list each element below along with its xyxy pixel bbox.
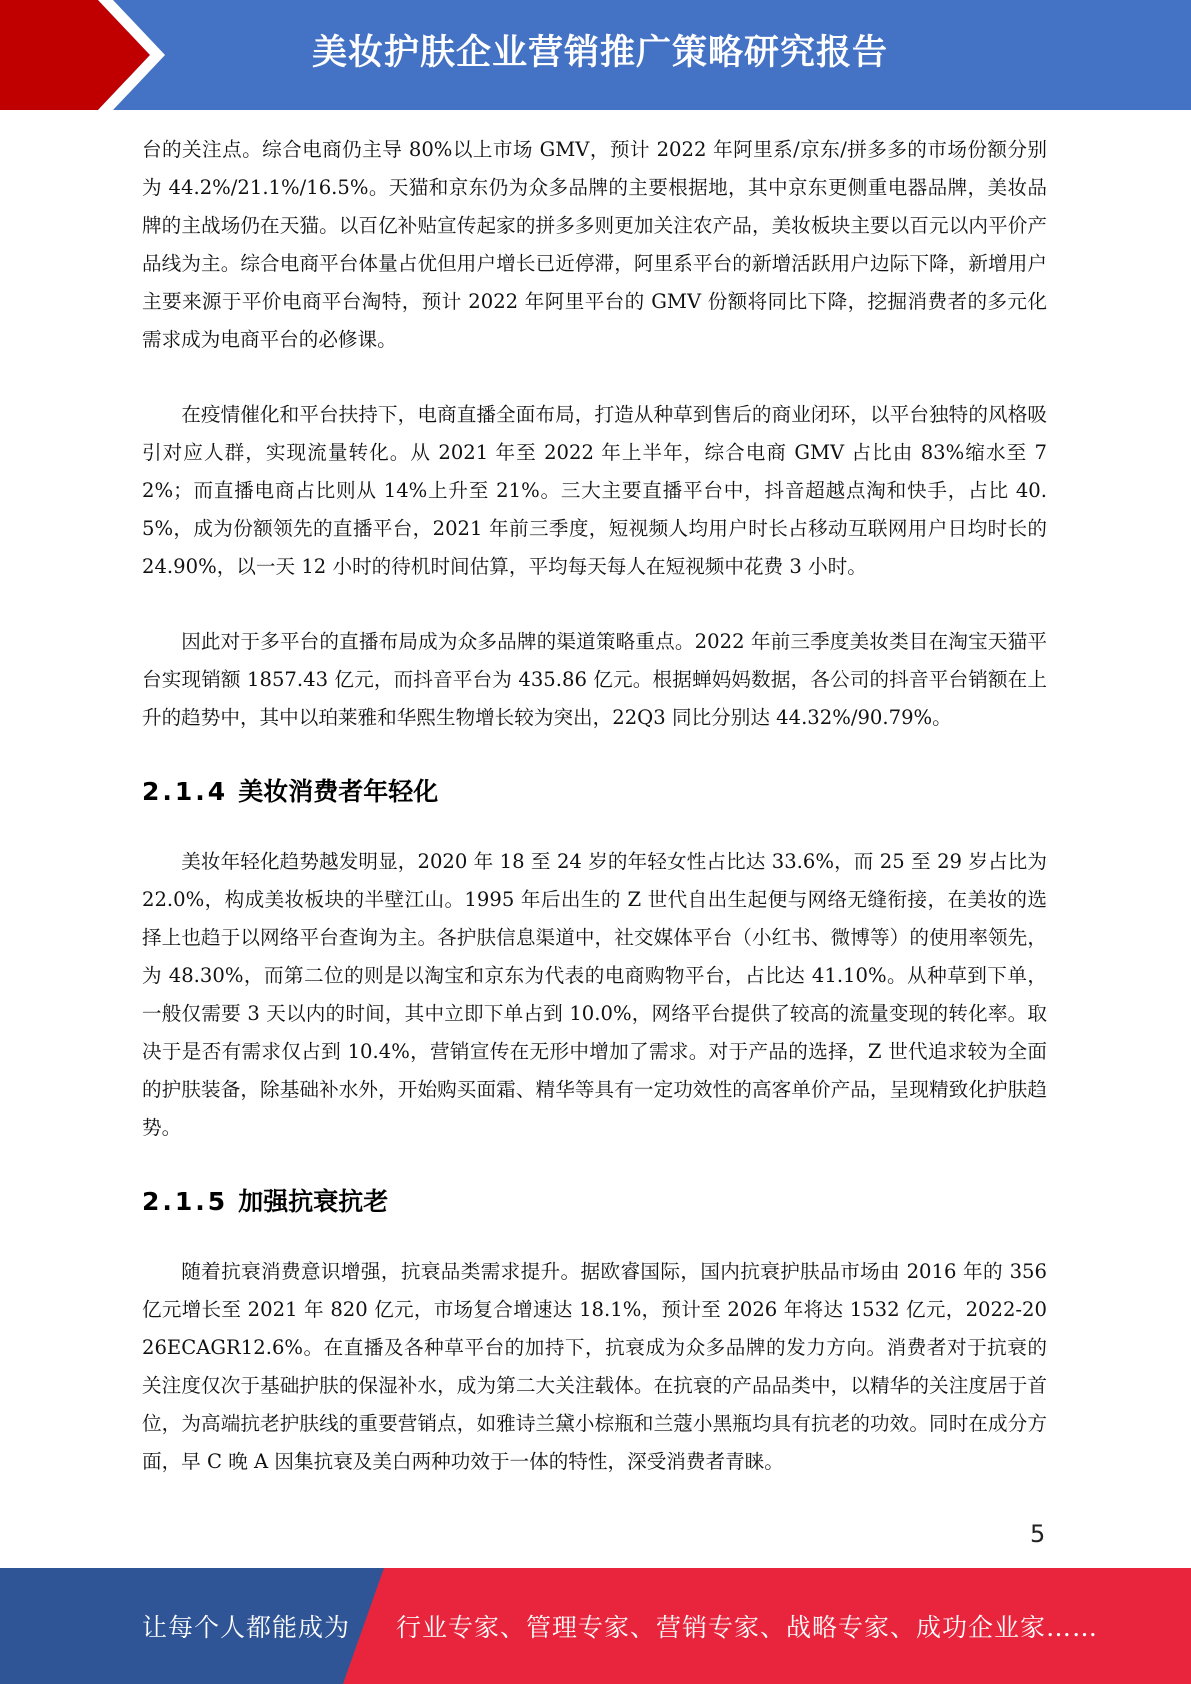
section-title: 加强抗衰抗老 [238, 1187, 389, 1216]
section-heading-2-1-5 [142, 1184, 1047, 1220]
footer-slogan-right: 行业专家、管理专家、营销专家、战略专家、成功企业家…… [396, 1613, 1099, 1642]
paragraph-multi-platform: 因此对于多平台的直播布局成为众多品牌的渠道策略重点。2022 年前三季度美妆类目在淘宝天猫平台实现销额 1857.43 亿元，而抖音平台为 435.86 亿元。根据蝉妈妈数据，各公司的抖音平台销额在上升的趋势中，其中以珀莱雅和华熙生物增长较为突出，22Q3 同比分别达 44.32%/90.79%。 [142, 630, 1047, 729]
page-content [142, 131, 1047, 1518]
paragraph-young-consumers: 美妆年轻化趋势越发明显，2020 年 18 至 24 岁的年轻女性占比达 33.6%，而 25 至 29 岁占比为 22.0%，构成美妆板块的半壁江山。1995 年后出生的 Z 世代自出生起便与网络无缝衔接，在美妆的选择上也趋于以网络平台查询为主。各护肤信息渠道中，社交媒体平台（小红书、微博等）的使用率领先，为 48.30%，而第二位的则是以淘宝和京东为代表的电商购物平台，占比达 41.10%。从种草到下单，一般仅需要 3 天以内的时间，其中立即下单占到 10.0%，网络平台提供了较高的流量变现的转化率。取决于是否有需求仅占到 10.4%，营销宣传在无形中增加了需求。对于产品的选择，Z 世代追求较为全面的护肤装备，除基础补水外，开始购买面霜、精华等具有一定功效性的高客单价产品，呈现精致化护肤趋势。 [142, 850, 1047, 1139]
footer-slogan-left: 让每个人都能成为 [142, 1613, 351, 1642]
section-heading-2-1-4 [142, 774, 1047, 810]
page-number: 5 [1030, 1520, 1046, 1548]
section-number: 2.1.5 [142, 1187, 229, 1216]
paragraph-anti-aging: 随着抗衰消费意识增强，抗衰品类需求提升。据欧睿国际，国内抗衰护肤品市场由 2016 年的 356 亿元增长至 2021 年 820 亿元，市场复合增速达 18.1%，预计至 2026 年将达 1532 亿元，2022-2026ECAGR12.6%。在直播及各种草平台的加持下，抗衰成为众多品牌的发力方向。消费者对于抗衰的关注度仅次于基础护肤的保湿补水，成为第二大关注载体。在抗衰的产品品类中，以精华的关注度居于首位，为高端抗老护肤线的重要营销点，如雅诗兰黛小棕瓶和兰蔻小黑瓶均具有抗老的功效。同时在成分方面，早 C 晚 A 因集抗衰及美白两种功效于一体的特性，深受消费者青睐。 [142, 1260, 1047, 1473]
section-number: 2.1.4 [142, 777, 229, 806]
paragraph-ecommerce-share: 台的关注点。综合电商仍主导 80%以上市场 GMV，预计 2022 年阿里系/京东/拼多多的市场份额分别为 44.2%/21.1%/16.5%。天猫和京东仍为众多品牌的主要根据地，其中京东更侧重电器品牌，美妆品牌的主战场仍在天猫。以百亿补贴宣传起家的拼多多则更加关注农产品，美妆板块主要以百元以内平价产品线为主。综合电商平台体量占优但用户增长已近停滞，阿里系平台的新增活跃用户边际下降，新增用户主要来源于平价电商平台淘特，预计 2022 年阿里平台的 GMV 份额将同比下降，挖掘消费者的多元化需求成为电商平台的必修课。 [142, 138, 1047, 351]
page-footer [0, 1568, 1191, 1684]
paragraph-live-streaming: 在疫情催化和平台扶持下，电商直播全面布局，打造从种草到售后的商业闭环，以平台独特的风格吸引对应人群，实现流量转化。从 2021 年至 2022 年上半年，综合电商 GMV 占比由 83%缩水至 72%；而直播电商占比则从 14%上升至 21%。三大主要直播平台中，抖音超越点淘和快手，占比 40.5%，成为份额领先的直播平台，2021 年前三季度，短视频人均用户时长占移动互联网用户日均时长的 24.90%，以一天 12 小时的待机时间估算，平均每天每人在短视频中花费 3 小时。 [142, 403, 1047, 578]
section-title: 美妆消费者年轻化 [238, 777, 439, 806]
report-title: 美妆护肤企业营销推广策略研究报告 [311, 33, 888, 73]
page-header [0, 0, 1191, 110]
